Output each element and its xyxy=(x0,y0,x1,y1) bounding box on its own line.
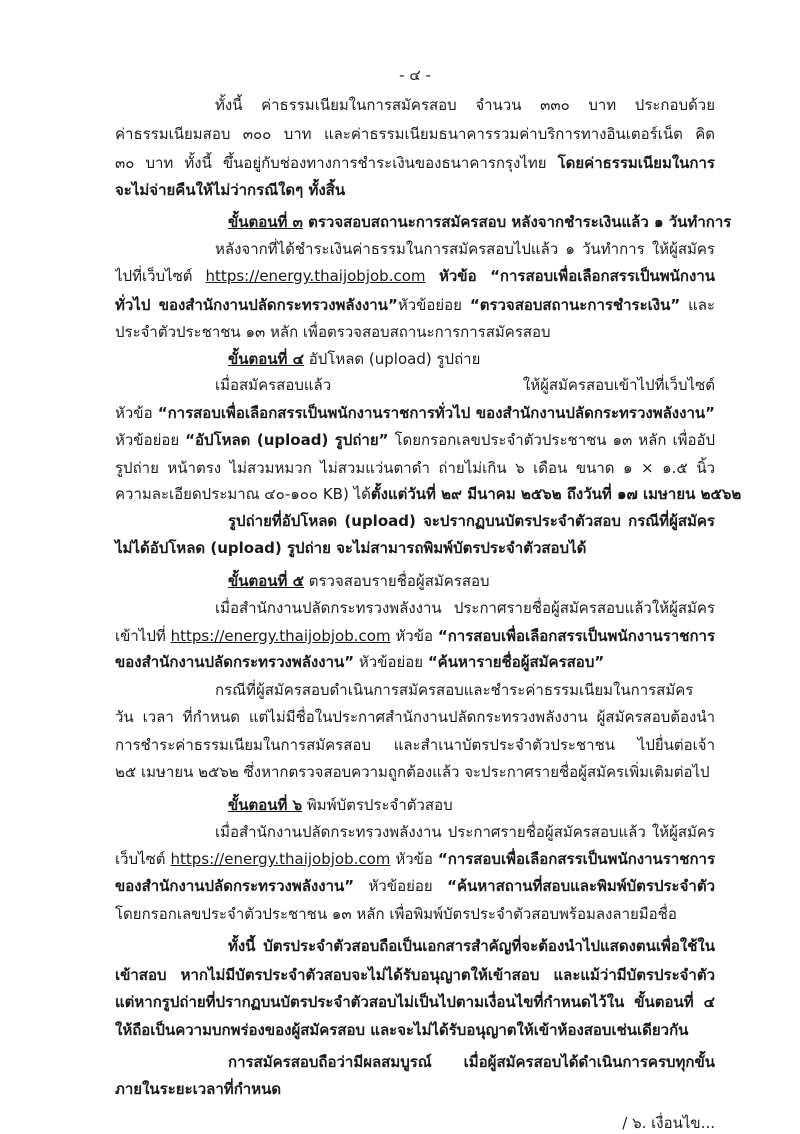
text-segment: / ๖. เงื่อนไข... xyxy=(622,1114,715,1132)
text-segment: หัวข้อย่อย xyxy=(115,431,186,449)
text-segment: “ค้นหาสถานที่สอบและพิมพ์บัตรประจำตัว xyxy=(447,877,715,895)
text-line xyxy=(115,651,715,673)
text-segment: เมื่อสมัครสอบแล้ว ให้ผู้สมัครสอบเข้าไปที่เว็บไซต์ xyxy=(215,376,715,394)
text-line xyxy=(115,483,742,505)
text-line xyxy=(115,734,715,756)
text-segment: ตรวจสอบสถานะการสมัครสอบ หลังจากชำระเงินแล้ว ๑ วันทำการ xyxy=(302,213,732,231)
text-segment: เข้าสอบ หากไม่มีบัตรประจำตัวสอบจะไม่ได้รับอนุญาตให้เข้าสอบ และแม้ว่ามีบัตรประจำตัว xyxy=(115,966,715,984)
text-line xyxy=(115,903,715,925)
text-line xyxy=(115,1078,715,1100)
text-line xyxy=(115,597,715,619)
text-segment: ความละเอียดประมาณ ๔๐-๑๐๐ KB) ได้ xyxy=(115,485,371,503)
text-line xyxy=(115,1051,715,1073)
website-link[interactable]: https://energy.thaijobjob.com xyxy=(170,627,391,645)
text-segment: การชำระค่าธรรมเนียมในการสมัครสอบ และสำเนาบัตรประจำตัวประชาชน ไปยื่นต่อเจ้า xyxy=(115,736,715,754)
text-line xyxy=(115,402,715,424)
text-line xyxy=(115,94,715,116)
text-line xyxy=(115,294,715,316)
text-segment: ไม่ได้อัปโหลด (upload) รูปถ่าย จะไม่สามารถพิมพ์บัตรประจำตัวสอบได้ xyxy=(115,539,587,557)
text-line xyxy=(115,348,715,370)
text-line xyxy=(115,570,715,592)
text-line xyxy=(115,625,715,647)
text-segment: โดยกรอกเลขประจำตัวประชาชน ๑๓ หลัก เพื่ออัป xyxy=(394,431,715,449)
text-line xyxy=(115,265,715,287)
text-segment: “ค้นหารายชื่อผู้สมัครสอบ” xyxy=(427,653,605,671)
step-heading: ขั้นตอนที่ ๔ xyxy=(228,350,304,368)
text-line xyxy=(115,321,715,343)
text-line xyxy=(115,794,715,816)
step-heading: ขั้นตอนที่ ๖ xyxy=(228,796,303,814)
text-line xyxy=(115,706,715,728)
text-line xyxy=(115,537,715,559)
text-line xyxy=(115,211,732,233)
text-line xyxy=(115,429,715,451)
text-segment: ของสำนักงานปลัดกระทรวงพลังงาน” xyxy=(115,877,355,895)
continuation-footer xyxy=(115,1112,715,1134)
text-line xyxy=(115,457,715,479)
text-segment: หัวข้อย่อย xyxy=(354,653,428,671)
text-line xyxy=(115,761,715,783)
text-segment: ของสำนักงานปลัดกระทรวงพลังงาน” xyxy=(115,653,355,671)
text-segment: พิมพ์บัตรประจำตัวสอบ xyxy=(302,796,453,814)
text-segment: หัวข้อ xyxy=(390,627,438,645)
text-segment: การสมัครสอบถือว่ามีผลสมบูรณ์ เมื่อผู้สมัครสอบได้ดำเนินการครบทุกขั้น xyxy=(228,1053,715,1071)
text-segment: ตรวจสอบรายชื่อผู้สมัครสอบ xyxy=(303,572,490,590)
text-segment: ไปที่เว็บไซต์ xyxy=(115,267,206,285)
text-segment: หัวข้อย่อย xyxy=(397,296,470,314)
text-segment: อัปโหลด (upload) รูปถ่าย xyxy=(303,350,481,368)
text-segment: โดยค่าธรรมเนียมในการ xyxy=(557,154,715,172)
text-segment: โดยกรอกเลขประจำตัวประชาชน ๑๓ หลัก เพื่อพิมพ์บัตรประจำตัวสอบพร้อมลงลายมือชื่อ xyxy=(115,905,677,923)
text-segment: หัวข้อ xyxy=(115,404,158,422)
text-segment: เมื่อสำนักงานปลัดกระทรวงพลังงาน ประกาศรายชื่อผู้สมัครสอบแล้ว ให้ผู้สมัคร xyxy=(215,823,715,841)
text-segment: “อัปโหลด (upload) รูปถ่าย” xyxy=(185,431,389,449)
text-segment: รูปถ่าย หน้าตรง ไม่สวมหมวก ไม่สวมแว่นตาดำ ถ่ายไม่เกิน ๖ เดือน ขนาด ๑ × ๑.๕ นิ้ว xyxy=(115,459,715,477)
text-segment: “การสอบเพื่อเลือกสรรเป็นพนักงานราชการทั่วไป ของสำนักงานปลัดกระทรวงพลังงาน” xyxy=(157,404,715,422)
text-segment: จะไม่จ่ายคืนให้ไม่ว่ากรณีใดๆ ทั้งสิ้น xyxy=(115,181,346,199)
text-segment: หัวข้อ xyxy=(390,850,438,868)
text-segment: ๒๕ เมษายน ๒๕๖๒ ซึ่งหากตรวจสอบความถูกต้องแล้ว จะประกาศรายชื่อผู้สมัครเพิ่มเติมต่อไป xyxy=(115,763,710,781)
text-segment: ทั้งนี้ บัตรประจำตัวสอบถือเป็นเอกสารสำคัญที่จะต้องนำไปแสดงตนเพื่อใช้ใน xyxy=(228,937,715,955)
text-line xyxy=(115,1019,715,1041)
website-link[interactable]: https://energy.thaijobjob.com xyxy=(205,267,426,285)
step-heading: ขั้นตอนที่ ๓ xyxy=(228,213,303,231)
text-segment: ให้ถือเป็นความบกพร่องของผู้สมัครสอบ และจะไม่ได้รับอนุญาตให้เข้าห้องสอบเช่นเดียวกัน xyxy=(115,1021,689,1039)
text-line xyxy=(115,991,715,1013)
text-segment: ๓๐ บาท ทั้งนี้ ขึ้นอยู่กับช่องทางการชำระเงินของธนาคารกรุงไทย xyxy=(115,154,558,172)
text-segment: ทั้งนี้ ค่าธรรมเนียมในการสมัครสอบ จำนวน ๓๓๐ บาท ประกอบด้วย xyxy=(215,96,715,114)
text-segment: หัวข้อย่อย xyxy=(354,877,448,895)
text-line xyxy=(115,179,715,201)
text-segment: ตั้งแต่วันที่ ๒๙ มีนาคม ๒๕๖๒ ถึงวันที่ ๑๗ เมษายน ๒๕๖๒ xyxy=(370,485,742,503)
text-segment: กรณีที่ผู้สมัครสอบดำเนินการสมัครสอบและชำระค่าธรรมเนียมในการสมัคร xyxy=(215,681,694,699)
text-segment: และ xyxy=(688,296,715,314)
text-segment: แต่หากรูปถ่ายที่ปรากฏบนบัตรประจำตัวสอบไม่เป็นไปตามเงื่อนไขที่กำหนดไว้ใน ขั้นตอนที่ ๔ xyxy=(115,993,715,1011)
text-line xyxy=(115,964,715,986)
text-line xyxy=(115,848,715,870)
text-segment: วัน เวลา ที่กำหนด แต่ไม่มีชื่อในประกาศสำนักงานปลัดกระทรวงพลังงาน ผู้สมัครสอบต้องนำ xyxy=(115,708,715,726)
text-segment: “การสอบเพื่อเลือกสรรเป็นพนักงานราชการ xyxy=(437,627,715,645)
website-link[interactable]: https://energy.thaijobjob.com xyxy=(170,850,391,868)
text-segment: หลังจากที่ได้ชำระเงินค่าธรรมในการสมัครสอบไปแล้ว ๑ วันทำการ ให้ผู้สมัคร xyxy=(215,240,715,258)
text-segment: ทั่วไป ของสำนักงานปลัดกระทรวงพลังงาน” xyxy=(115,296,398,314)
text-segment: หัวข้อ “การสอบเพื่อเลือกสรรเป็นพนักงาน xyxy=(438,267,715,285)
text-line xyxy=(115,374,715,396)
step-heading: ขั้นตอนที่ ๕ xyxy=(228,572,304,590)
page-number xyxy=(115,64,715,86)
text-segment: รูปถ่ายที่อัปโหลด (upload) จะปรากฏบนบัตรประจำตัวสอบ กรณีที่ผู้สมัคร xyxy=(228,512,715,530)
text-line xyxy=(115,510,715,532)
text-segment: “ตรวจสอบสถานะการชำระเงิน” xyxy=(469,296,681,314)
text-line xyxy=(115,935,715,957)
text-segment: “การสอบเพื่อเลือกสรรเป็นพนักงานราชการ xyxy=(437,850,715,868)
text-segment: ภายในระยะเวลาที่กำหนด xyxy=(115,1080,282,1098)
text-line xyxy=(115,821,715,843)
text-segment: เข้าไปที่ xyxy=(115,627,171,645)
text-segment: เมื่อสำนักงานปลัดกระทรวงพลังงาน ประกาศรายชื่อผู้สมัครสอบแล้วให้ผู้สมัคร xyxy=(215,599,715,617)
text-segment: ประจำตัวประชาชน ๑๓ หลัก เพื่อตรวจสอบสถานะการการสมัครสอบ xyxy=(115,323,551,341)
text-line xyxy=(115,679,715,701)
text-line xyxy=(115,123,715,145)
text-segment: ค่าธรรมเนียมสอบ ๓๐๐ บาท และค่าธรรมเนียมธนาคารรวมค่าบริการทางอินเตอร์เน็ต คิด xyxy=(115,125,715,143)
text-line xyxy=(115,152,715,174)
text-line xyxy=(115,238,715,260)
text-segment: เว็บไซต์ xyxy=(115,850,171,868)
text-line xyxy=(115,875,715,897)
text-segment: - ๔ - xyxy=(399,66,431,84)
